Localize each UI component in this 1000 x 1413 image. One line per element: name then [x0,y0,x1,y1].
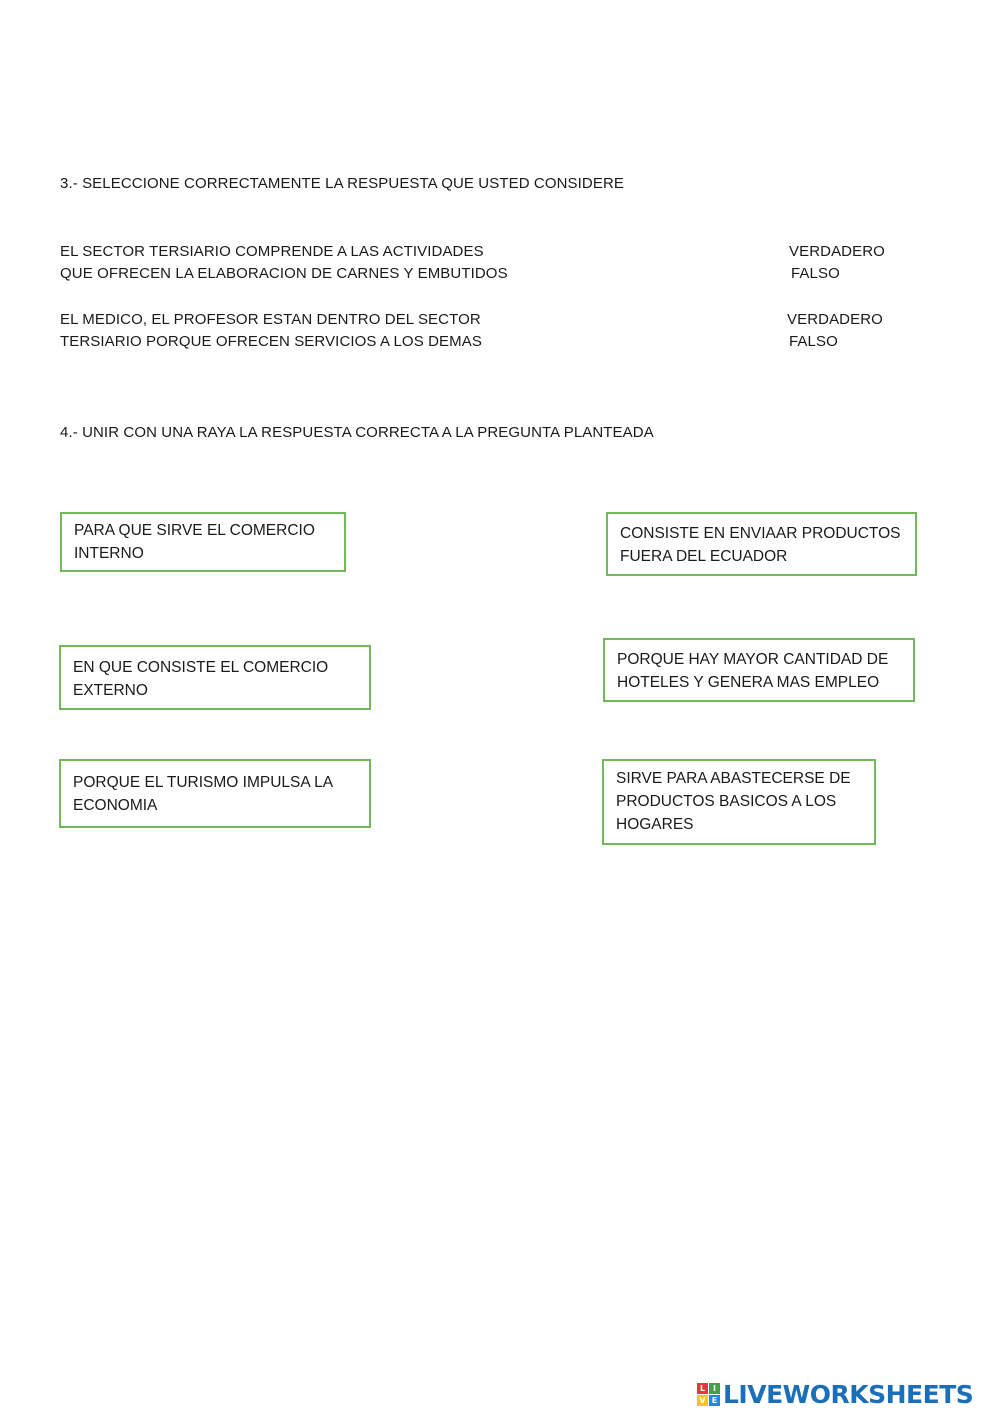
q4-title: 4.- UNIR CON UNA RAYA LA RESPUESTA CORRECTA A LA PREGUNTA PLANTEADA [60,424,654,441]
q3-item1-line1: EL SECTOR TERSIARIO COMPRENDE A LAS ACTIVIDADES [60,243,484,260]
match-left-box-3[interactable] [59,759,371,828]
match-right-3-line1: SIRVE PARA ABASTECERSE DE [616,770,851,787]
match-left-2-line2: EXTERNO [73,682,148,699]
match-left-box-1[interactable] [60,512,346,572]
match-left-1-line1: PARA QUE SIRVE EL COMERCIO [74,522,315,539]
logo-text: LIVEWORKSHEETS [723,1379,974,1409]
match-right-1-line1: CONSISTE EN ENVIAAR PRODUCTOS [620,525,901,542]
match-right-2-line1: PORQUE HAY MAYOR CANTIDAD DE [617,651,889,668]
q3-item1-option-verdadero[interactable]: VERDADERO [789,243,885,260]
logo-mark-letter: L [697,1383,708,1394]
q3-item2-line1: EL MEDICO, EL PROFESOR ESTAN DENTRO DEL SECTOR [60,311,481,328]
liveworksheets-logo [697,1377,973,1411]
match-right-2-line2: HOTELES Y GENERA MAS EMPLEO [617,674,880,691]
logo-mark-letter: V [697,1395,708,1406]
match-left-box-2[interactable] [59,645,371,710]
match-left-3-line2: ECONOMIA [73,797,158,814]
match-right-3-line2: PRODUCTOS BASICOS A LOS [616,793,837,810]
q3-item1-option-falso[interactable]: FALSO [791,265,840,282]
logo-mark-letter: I [709,1383,720,1394]
logo-mark-icon [697,1383,720,1406]
q3-item2-option-falso[interactable]: FALSO [789,333,838,350]
logo-mark-letter: E [709,1395,720,1406]
q3-item1-line2: QUE OFRECEN LA ELABORACION DE CARNES Y EMBUTIDOS [60,265,508,282]
match-left-2-line1: EN QUE CONSISTE EL COMERCIO [73,659,329,676]
q3-item2-option-verdadero[interactable]: VERDADERO [787,311,883,328]
match-right-1-line2: FUERA DEL ECUADOR [620,548,788,565]
match-right-3-line3: HOGARES [616,816,694,833]
match-left-3-line1: PORQUE EL TURISMO IMPULSA LA [73,774,334,791]
q3-title: 3.- SELECCIONE CORRECTAMENTE LA RESPUESTA QUE USTED CONSIDERE [60,175,624,192]
match-right-box-3[interactable] [602,759,876,845]
q3-item2-line2: TERSIARIO PORQUE OFRECEN SERVICIOS A LOS DEMAS [60,333,482,350]
match-left-1-line2: INTERNO [74,545,144,562]
match-right-box-1[interactable] [606,512,917,576]
match-right-box-2[interactable] [603,638,915,702]
